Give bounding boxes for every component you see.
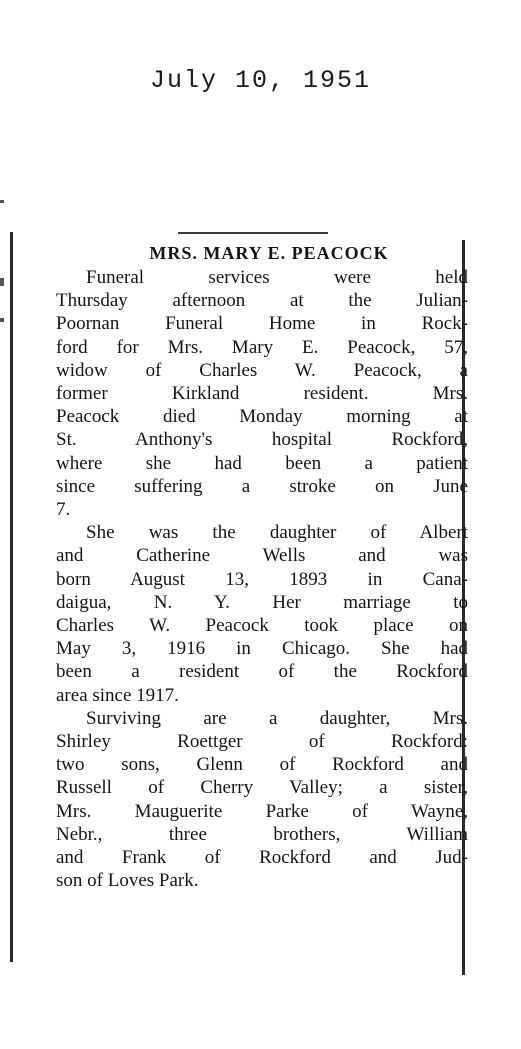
newspaper-clipping	[56, 240, 468, 892]
paragraph-biography	[56, 521, 468, 707]
edge-mark-middle	[0, 278, 4, 286]
text-line: Funeral services were held	[86, 267, 468, 288]
text-line: former Kirkland resident. Mrs.	[56, 383, 468, 405]
text-line: May 3, 1916 in Chicago. She had	[56, 638, 468, 660]
text-line: Nebr., three brothers, William	[56, 823, 468, 845]
text-line: Russell of Cherry Valley; a sister,	[56, 777, 468, 799]
text-line: and Catherine Wells and was	[56, 545, 468, 567]
text-line: born August 13, 1893 in Cana-	[56, 568, 468, 590]
text-line: Thursday afternoon at the Julian-	[56, 290, 468, 312]
text-line: She was the daughter of Albert	[86, 522, 468, 544]
text-line: Surviving are a daughter, Mrs.	[86, 707, 468, 729]
paragraph-funeral	[56, 266, 468, 521]
text-line: son of Loves Park.	[56, 870, 199, 892]
text-line: Mrs. Mauguerite Parke of Wayne,	[56, 800, 468, 822]
text-line: since suffering a stroke on June	[56, 475, 468, 497]
text-line: Poornan Funeral Home in Rock-	[56, 313, 468, 335]
text-line: ford for Mrs. Mary E. Peacock, 57,	[56, 336, 468, 358]
paragraph-survivors	[56, 707, 468, 893]
clipping-date: July 10, 1951	[149, 66, 372, 95]
text-line: 7.	[56, 499, 71, 521]
text-line: Peacock died Monday morning at	[56, 406, 468, 428]
edge-mark-top	[0, 200, 4, 203]
text-line: been a resident of the Rockford	[56, 661, 468, 683]
text-line: and Frank of Rockford and Jud-	[56, 847, 468, 869]
text-line: daigua, N. Y. Her marriage to	[56, 591, 468, 613]
headline-top-rule	[178, 232, 328, 234]
text-line: widow of Charles W. Peacock, a	[56, 359, 468, 381]
column-rule-left	[10, 232, 13, 962]
text-line: where she had been a patient	[56, 452, 468, 474]
text-line: two sons, Glenn of Rockford and	[56, 754, 468, 776]
text-line: Charles W. Peacock took place on	[56, 615, 468, 637]
text-line: area since 1917.	[56, 684, 179, 706]
edge-mark-lower	[0, 318, 4, 322]
text-line: St. Anthony's hospital Rockford,	[56, 429, 468, 451]
obituary-headline: MRS. MARY E. PEACOCK	[149, 243, 389, 263]
text-line: Shirley Roettger of Rockford:	[56, 731, 468, 753]
